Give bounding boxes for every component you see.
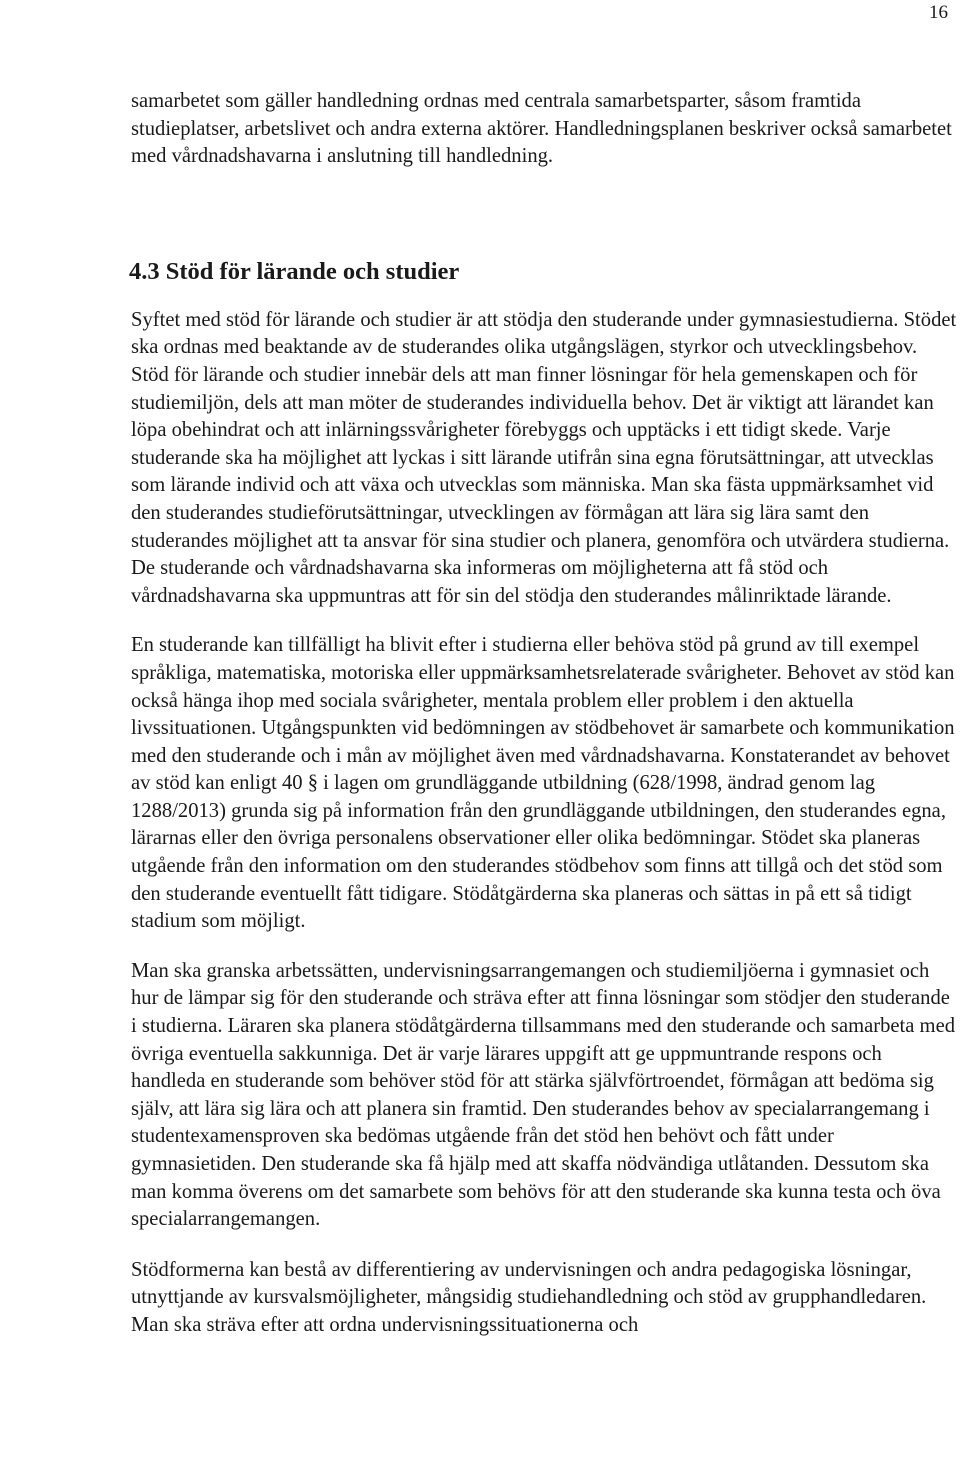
paragraph-1: Syftet med stöd för lärande och studier är att stödja den studerande under gymnasiestudierna. Stödet ska ordnas med beaktande av de studerandes olika utgångslägen, styrkor och utvecklingsbehov. Stöd för lärande och studier innebär dels att man finner lösningar för hela gemenskapen och för studiemiljön, dels att man möter de studerandes individuella behov. Det är viktigt att lärandet kan löpa obehindrat och att inlärningssvårigheter förebyggs och upptäcks i ett tidigt skede. Varje studerande ska ha möjlighet att lyckas i sitt lärande utifrån sina egna förutsättningar, att utvecklas som lärande individ och att växa och utvecklas som människa. Man ska fästa uppmärksamhet vid den studerandes studieförutsättningar, utvecklingen av förmågan att lära sig lära samt den studerandes möjlighet att ta ansvar för sina studier och planera, genomföra och utvärdera studierna. De studerande och vårdnadshavarna ska informeras om möjligheterna att få stöd och vårdnadshavarna ska uppmuntras att för sin del stödja den studerandes målinriktade lärande.: [131, 308, 957, 607]
paragraph-3: Man ska granska arbetssätten, undervisningsarrangemangen och studiemiljöerna i gymnasiet och hur de lämpar sig för den studerande och sträva efter att finna lösningar som stödjer den studerande i studierna. Läraren ska planera stödåtgärderna tillsammans med den studerande och samarbeta med övriga eventuella sakkunniga. Det är varje lärares uppgift att ge uppmuntrande respons och handleda en studerande som behöver stöd för att stärka självförtroendet, förmågan att bedöma sig själv, att lära sig lära och att planera sin framtid. Den studerandes behov av specialarrangemang i studentexamensproven ska bedömas utgående från det stöd hen behövt och fått under gymnasietiden. Den studerande ska få hjälp med att skaffa nödvändiga utlåtanden. Dessutom ska man komma överens om det samarbete som behövs för att den studerande ska kunna testa och öva specialarrangemangen.: [131, 959, 956, 1231]
section-heading: 4.3 Stöd för lärande och studier: [129, 257, 460, 285]
page-number: 16: [929, 2, 948, 23]
document-body: [131, 88, 959, 1340]
intro-paragraph: samarbetet som gäller handledning ordnas med centrala samarbetsparter, såsom framtida studieplatser, arbetslivet och andra externa aktörer. Handledningsplanen beskriver också samarbetet med vårdnadshavarna i anslutning till handledning.: [131, 90, 952, 168]
paragraph-4: Stödformerna kan bestå av differentiering av undervisningen och andra pedagogiska lösningar, utnyttjande av kursvalsmöjligheter, mångsidig studiehandledning och stöd av grupphandledaren. Man ska sträva efter att ordna undervisningssituationerna och: [131, 1258, 927, 1336]
paragraph-2: En studerande kan tillfälligt ha blivit efter i studierna eller behöva stöd på grund av till exempel språkliga, matematiska, motoriska eller uppmärksamhetsrelaterade svårigheter. Behovet av stöd kan också hänga ihop med sociala svårigheter, mentala problem eller problem i den aktuella livssituationen. Utgångspunkten vid bedömningen av stödbehovet är samarbete och kommunikation med den studerande och i mån av möjlighet även med vårdnadshavarna. Konstaterandet av behovet av stöd kan enligt 40 § i lagen om grundläggande utbildning (628/1998, ändrad genom lag 1288/2013) grunda sig på information från den grundläggande utbildningen, den studerandes egna, lärarnas eller den övriga personalens observationer eller olika bedömningar. Stödet ska planeras utgående från den information om den studerandes stödbehov som finns att tillgå och det stöd som den studerande eventuellt fått tidigare. Stödåtgärderna ska planeras och sättas in på ett så tidigt stadium som möjligt.: [131, 634, 955, 933]
